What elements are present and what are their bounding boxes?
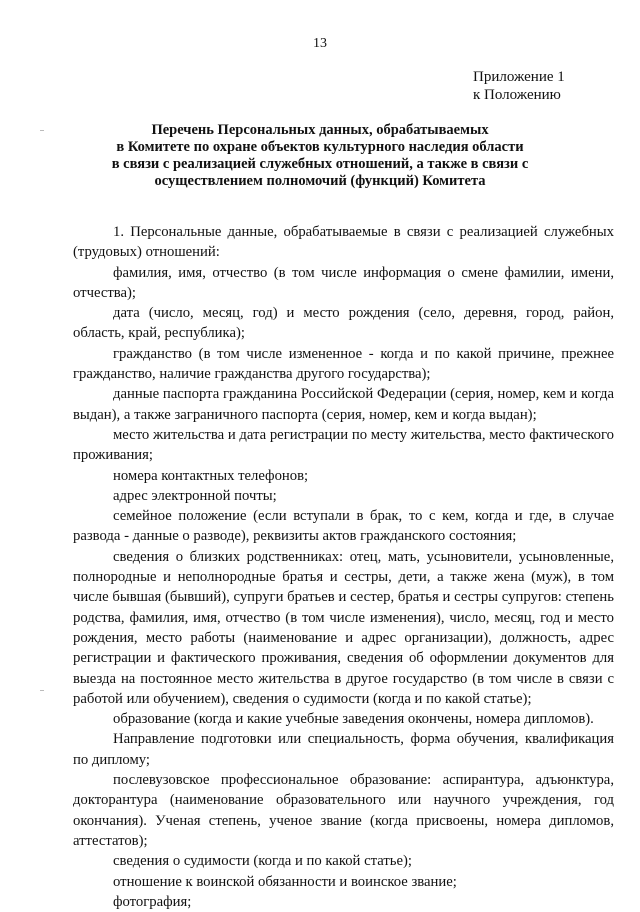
paragraph: фотография; bbox=[113, 893, 192, 910]
paragraph: место жительства и дата регистрации по месту жительства, место фактического проживания; bbox=[73, 426, 614, 464]
paragraph: семейное положение (если вступали в брак, то с кем, когда и где, в случае развода - данные о разводе), реквизиты актов гражданского состояния; bbox=[73, 508, 614, 545]
document-body bbox=[73, 222, 614, 912]
paragraph: гражданство (в том числе измененное - когда и по какой причине, прежнее гражданство, наличие гражданства другого государства); bbox=[73, 345, 614, 383]
title-line-1: Перечень Персональных данных, обрабатываемых bbox=[151, 122, 489, 138]
page-number: 13 bbox=[313, 36, 327, 51]
annex-header bbox=[473, 68, 565, 104]
paragraph: сведения о судимости (когда и по какой статье); bbox=[113, 853, 412, 870]
scan-margin-mark bbox=[40, 690, 44, 691]
paragraph: фамилия, имя, отчество (в том числе информация о смене фамилии, имени, отчества); bbox=[73, 264, 614, 301]
paragraph: послевузовское профессиональное образование: аспирантура, адъюнктура, докторантура (наименование образовательного или научного учреждения, год окончания). Ученая степень, ученое звание (когда присвоены, номера дипломов, аттестатов); bbox=[73, 772, 614, 849]
paragraph: номера контактных телефонов; bbox=[113, 467, 309, 484]
title-line-4: осуществлением полномочий (функций) Комитета bbox=[154, 173, 486, 189]
paragraph: 1. Персональные данные, обрабатываемые в связи с реализацией служебных (трудовых) отношений: bbox=[73, 224, 614, 261]
title-line-2: в Комитете по охране объектов культурного наследия области bbox=[116, 139, 524, 155]
paragraph: адрес электронной почты; bbox=[113, 487, 277, 504]
paragraph: отношение к воинской обязанности и воинское звание; bbox=[113, 873, 457, 890]
scan-margin-mark bbox=[40, 130, 44, 131]
document-title bbox=[60, 122, 580, 190]
title-line-3: в связи с реализацией служебных отношений, а также в связи с bbox=[111, 156, 529, 172]
paragraph: дата (число, месяц, год) и место рождения (село, деревня, город, район, область, край, республика); bbox=[73, 305, 614, 342]
paragraph: данные паспорта гражданина Российской Федерации (серия, номер, кем и когда выдан), а также заграничного паспорта (серия, номер, кем и когда выдан); bbox=[73, 386, 614, 423]
annex-line-2: к Положению bbox=[473, 87, 561, 103]
paragraph: образование (когда и какие учебные заведения окончены, номера дипломов). bbox=[113, 711, 594, 728]
paragraph: Направление подготовки или специальность, форма обучения, квалификация по диплому; bbox=[73, 731, 614, 768]
annex-line-1: Приложение 1 bbox=[473, 69, 565, 85]
paragraph: сведения о близких родственниках: отец, мать, усыновители, усыновленные, полнородные и неполнородные братья и сестры, дети, а также жена (муж), в том числе бывшая (бывший), супруги братьев и сестер, братья и сестры супругов: степень родства, фамилия, имя, отчество (в том числе изменения), число, месяц, год и место рождения, место работы (наименование и адрес организации), должность, адрес регистрации и фактического проживания, сведения об оформлении документов для выезда на постоянное место жительства в другое государство (в том числе в связи с работой или обучением), сведения о судимости (когда и по какой статье); bbox=[73, 548, 614, 707]
